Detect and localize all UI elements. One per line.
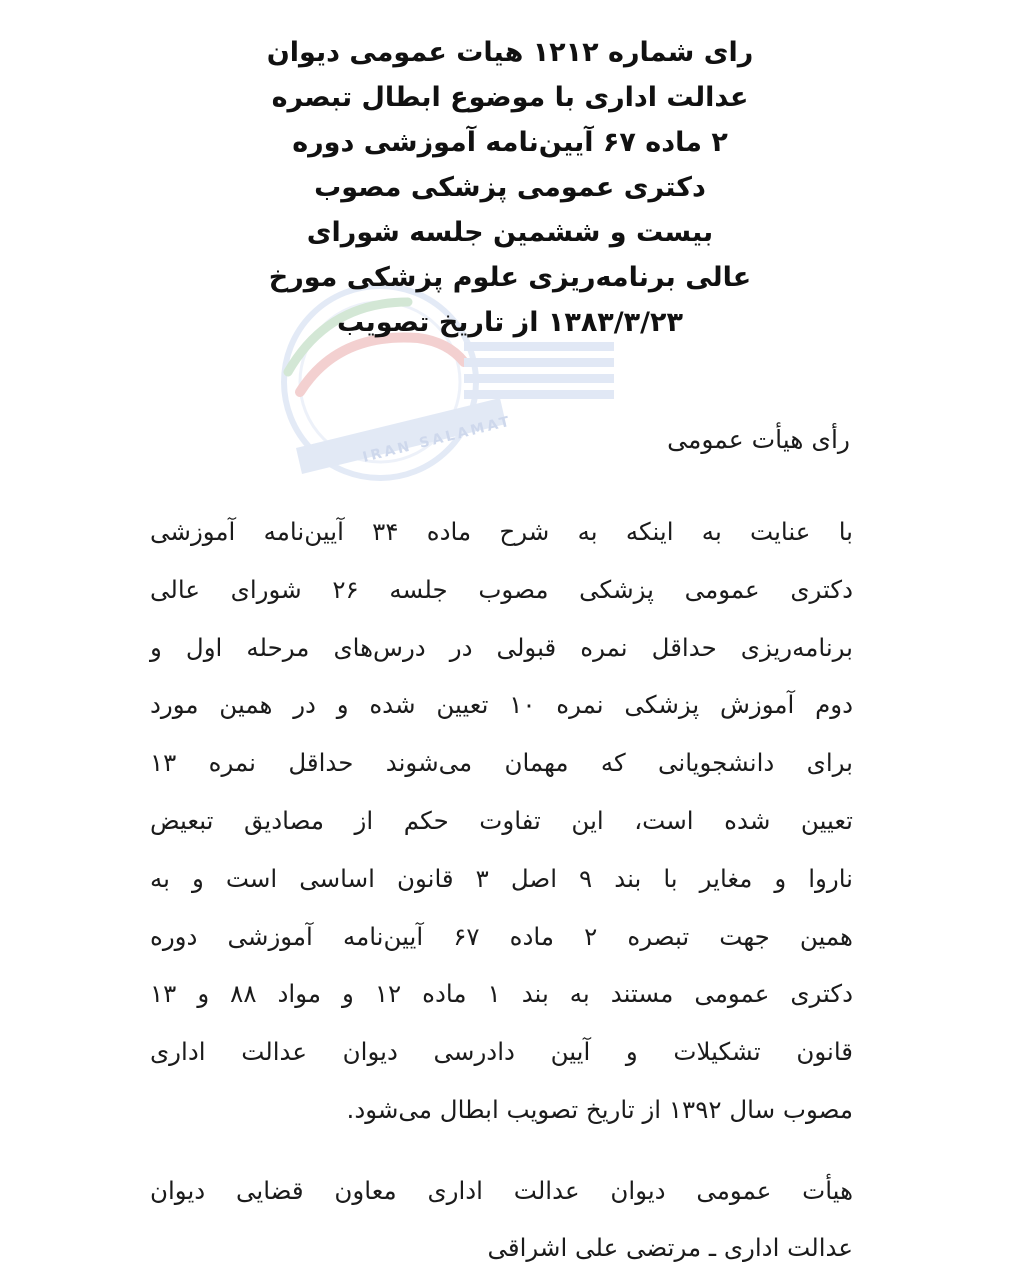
signature-line: عدالت اداری ـ مرتضی علی اشراقی: [487, 1233, 853, 1262]
body-line: قانون تشکیلات و آیین دادرسی دیوان عدالت اداری: [150, 1037, 853, 1067]
title-line: دکتری عمومی پزشکی مصوب: [314, 172, 706, 203]
signature-line: هیأت عمومی دیوان عدالت اداری معاون قضایی دیوان: [150, 1176, 853, 1205]
title-line: عالی برنامه‌ریزی علوم پزشکی مورخ: [268, 262, 752, 293]
body-line: ناروا و مغایر با بند ۹ اصل ۳ قانون اساسی است و به: [150, 863, 853, 893]
body-line: دوم آموزش پزشکی نمره ۱۰ تعیین شده و در همین مورد: [150, 690, 854, 720]
body-line: تعیین شده است، این تفاوت حکم از مصادیق تبعیض: [150, 805, 853, 835]
body-line: مصوب سال ۱۳۹۲ از تاریخ تصویب ابطال می‌شود.: [346, 1094, 853, 1124]
title-line: ۲ ماده ۶۷ آیین‌نامه آموزشی دوره: [292, 127, 728, 158]
ruling-title: [250, 30, 770, 345]
title-line: ۱۳۸۳/۳/۲۳ از تاریخ تصویب: [337, 307, 683, 338]
signature-block: [150, 1162, 853, 1276]
body-line: برنامه‌ریزی حداقل نمره قبولی در درس‌های مرحله اول و: [150, 632, 853, 662]
ruling-body-paragraph: [150, 503, 853, 1139]
body-line: دکتری عمومی مستند به بند ۱ ماده ۱۲ و مواد ۸۸ و ۱۳: [150, 979, 853, 1009]
title-line: بیست و ششمین جلسه شورای: [306, 217, 714, 248]
section-heading: رأی هیأت عمومی: [667, 425, 850, 454]
title-line: رای شماره ۱۲۱۲ هیات عمومی دیوان: [266, 37, 754, 68]
watermark-flag-stripes: [464, 342, 614, 399]
body-line: همین جهت تبصره ۲ ماده ۶۷ آیین‌نامه آموزشی دوره: [150, 921, 853, 951]
watermark-brand-text: IRAN SALAMAT: [361, 413, 514, 466]
title-line: عدالت اداری با موضوع ابطال تبصره: [271, 82, 749, 113]
body-line: دکتری عمومی پزشکی مصوب جلسه ۲۶ شورای عالی: [150, 574, 853, 604]
body-line: با عنایت به اینکه به شرح ماده ۳۴ آیین‌نامه آموزشی: [150, 517, 853, 546]
body-line: برای دانشجویانی که مهمان می‌شوند حداقل نمره ۱۳: [150, 748, 853, 778]
